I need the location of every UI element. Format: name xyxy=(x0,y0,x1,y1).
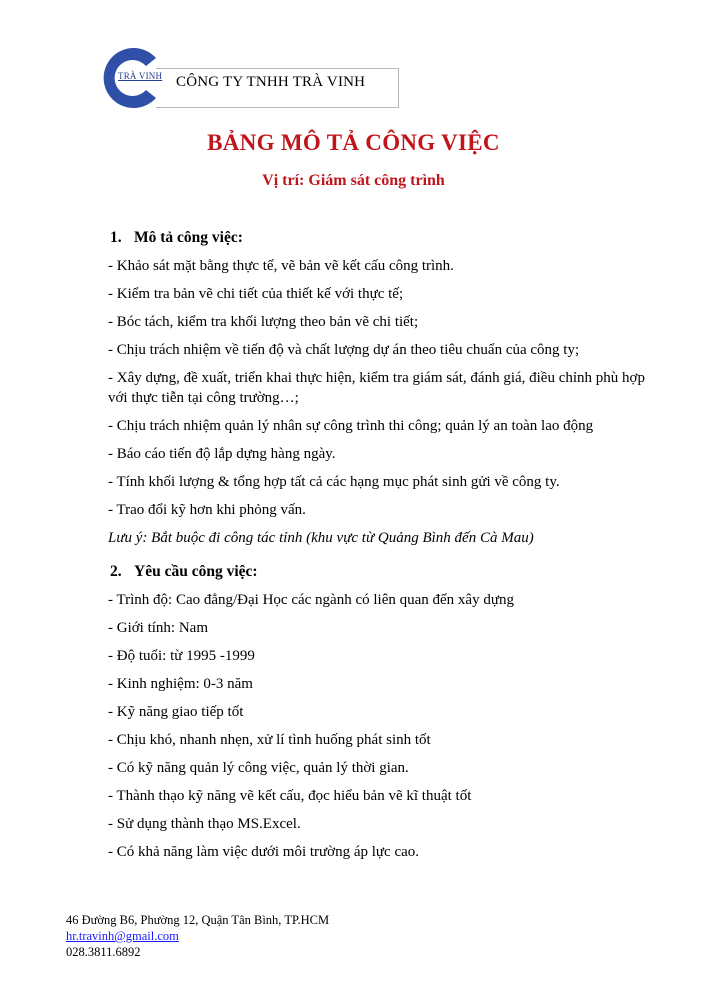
list-item: - Chịu khó, nhanh nhẹn, xử lí tình huống phát sinh tốt xyxy=(108,732,431,748)
footer-email-link[interactable]: hr.travinh@gmail.com xyxy=(66,929,179,943)
list-item: - Thành thạo kỹ năng vẽ kết cấu, đọc hiểu bản vẽ kĩ thuật tốt xyxy=(108,788,472,804)
list-item: - Độ tuổi: từ 1995 -1999 xyxy=(108,648,255,664)
logo-text: TRÀ VINH xyxy=(118,71,163,81)
list-item: - Chịu trách nhiệm quản lý nhân sự công trình thi công; quản lý an toàn lao động xyxy=(108,418,594,434)
list-item: - Chịu trách nhiệm về tiến độ và chất lượng dự án theo tiêu chuẩn của công ty; xyxy=(108,342,580,358)
document-body xyxy=(108,228,648,870)
list-item: - Sử dụng thành thạo MS.Excel. xyxy=(108,816,301,832)
list-item: - Trình độ: Cao đẳng/Đại Học các ngành có liên quan đến xây dựng xyxy=(108,592,514,608)
list-item: - Kỹ năng giao tiếp tốt xyxy=(108,704,244,720)
letterhead xyxy=(96,42,398,108)
section-heading-job-description xyxy=(110,228,648,248)
list-item: - Tính khối lượng & tổng hợp tất cả các hạng mục phát sinh gửi về công ty. xyxy=(108,474,560,490)
list-item: - Có kỹ năng quản lý công việc, quản lý thời gian. xyxy=(108,760,409,776)
section-title: Mô tả công việc: xyxy=(134,229,243,246)
section-title: Yêu cầu công việc: xyxy=(134,563,258,580)
header-rule-top xyxy=(156,68,398,69)
footer-address: 46 Đường B6, Phường 12, Quận Tân Bình, TP.HCM xyxy=(66,913,330,927)
list-item: - Báo cáo tiến độ lắp dựng hàng ngày. xyxy=(108,446,336,462)
list-item: - Có khả năng làm việc dưới môi trường áp lực cao. xyxy=(108,844,420,860)
position-subtitle: Vị trí: Giám sát công trình xyxy=(262,172,445,189)
header-rule-right xyxy=(398,68,399,108)
list-item: - Kinh nghiệm: 0-3 năm xyxy=(108,676,253,692)
document-title: BẢNG MÔ TẢ CÔNG VIỆC xyxy=(207,130,500,155)
list-item: - Trao đổi kỹ hơn khi phỏng vấn. xyxy=(108,502,306,518)
company-name: CÔNG TY TNHH TRÀ VINH xyxy=(176,74,366,90)
footer-contact xyxy=(66,912,329,960)
list-item: - Kiểm tra bản vẽ chi tiết của thiết kế với thực tế; xyxy=(108,286,404,302)
footer-phone: 028.3811.6892 xyxy=(66,945,141,959)
list-item: - Bóc tách, kiểm tra khối lượng theo bản vẽ chi tiết; xyxy=(108,314,419,330)
list-item: - Giới tính: Nam xyxy=(108,620,209,636)
section-heading-job-requirements xyxy=(110,562,648,582)
section-number: 2. xyxy=(110,563,122,580)
list-item: - Xây dựng, đề xuất, triển khai thực hiện, kiểm tra giám sát, đánh giá, điều chỉnh phù hợp với thực tiễn tại công trường…; xyxy=(108,370,645,406)
section-number: 1. xyxy=(110,229,122,246)
list-item: - Khảo sát mặt bằng thực tế, vẽ bản vẽ kết cấu công trình. xyxy=(108,258,454,274)
travel-note: Lưu ý: Bắt buộc đi công tác tỉnh (khu vực từ Quảng Bình đến Cà Mau) xyxy=(108,530,534,546)
header-rule-bottom xyxy=(156,107,398,108)
